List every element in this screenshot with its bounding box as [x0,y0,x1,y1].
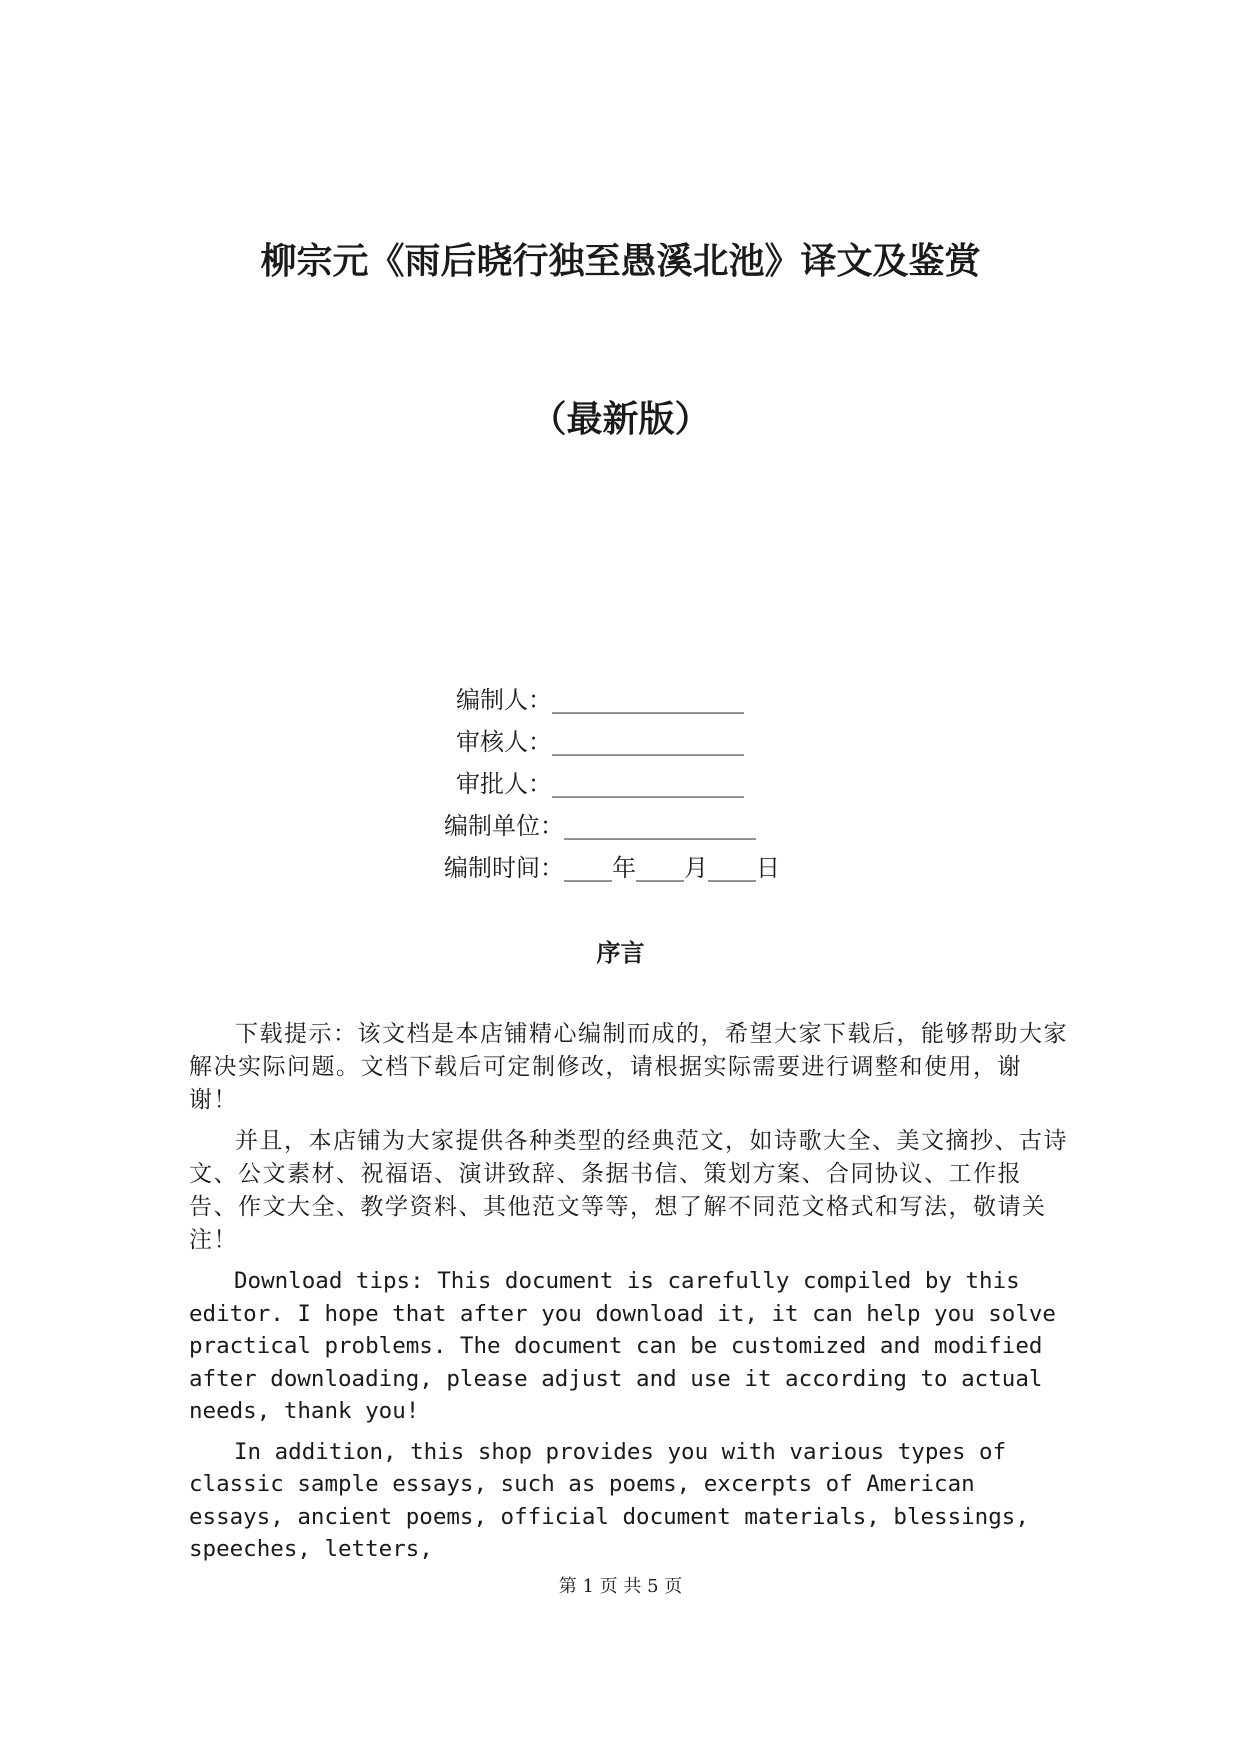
unit-field: 编制单位：________________ [444,812,756,840]
preface-heading: 序言 [596,939,645,967]
preface-body [189,1018,1069,1574]
compiler-field: 编制人：________________ [456,686,744,714]
paragraph-download-tip-en: Download tips: This document is carefully compiled by this editor. I hope that after you download it, it can help you solve practical problems. The document can be customized and modified after downloading, please adjust and use it according to actual needs, thank you! [189,1268,1056,1424]
reviewer-field: 审核人：________________ [456,728,744,756]
paragraph-shop-intro-en: In addition, this shop provides you with various types of classic sample essays, such as poems, excerpts of American essays, ancient poems, official document materials, blessings, speeches, letters, [189,1438,1029,1562]
approver-field: 审批人：________________ [456,770,744,798]
paragraph-shop-intro-cn: 并且，本店铺为大家提供各种类型的经典范文，如诗歌大全、美文摘抄、古诗文、公文素材、祝福语、演讲致辞、条据书信、策划方案、合同协议、工作报告、作文大全、教学资料、其他范文等等，想了解不同范文格式和写法，敬请关注！ [189,1128,1068,1253]
time-field: 编制时间：____年____月____日 [444,854,780,882]
paragraph-download-tip-cn: 下载提示：该文档是本店铺精心编制而成的，希望大家下载后，能够帮助大家解决实际问题。文档下载后可定制修改，请根据实际需要进行调整和使用，谢谢！ [189,1021,1068,1113]
document-subtitle: （最新版） [530,399,711,440]
page-footer: 第 1 页 共 5 页 [558,1576,683,1597]
document-title: 柳宗元《雨后晓行独至愚溪北池》译文及鉴赏 [260,241,981,282]
